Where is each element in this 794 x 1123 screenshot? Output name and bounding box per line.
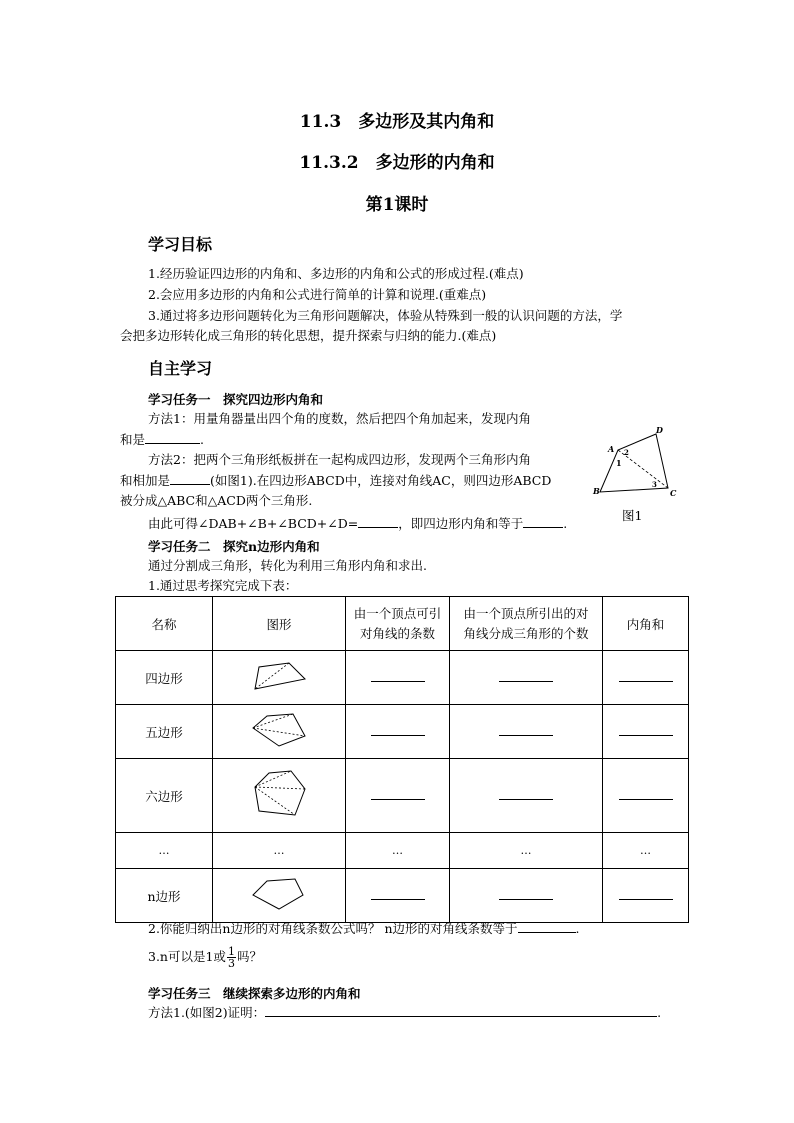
section-title: 11.3 多边形及其内角和 (299, 112, 495, 132)
objective-3: 3.通过将多边形问题转化为三角形问题解决，体验从特殊到一般的认识问题的方法，学 (148, 308, 623, 323)
table-row (116, 705, 689, 759)
row-name: n边形 (116, 869, 213, 923)
ellipsis-cell: … (116, 833, 213, 869)
fraction-one-third: $\frac{1}{3}$ (227, 945, 235, 970)
answer-cell[interactable] (450, 651, 603, 705)
objective-3-cont: 会把多边形转化成三角形的转化思想，提升探索与归纳的能力.(难点) (120, 328, 497, 343)
quadrilateral-figure (213, 651, 346, 705)
table-row (116, 651, 689, 705)
answer-cell[interactable] (603, 869, 689, 923)
label-a: A (608, 444, 615, 454)
answer-cell[interactable] (450, 869, 603, 923)
task3-method1: 方法1.(如图2)证明： . (148, 1005, 662, 1020)
task1-method2: 方法2：把两个三角形纸板拼在一起构成四边形，发现两个三角形内角 (148, 452, 531, 467)
answer-cell[interactable] (450, 759, 603, 833)
blank-answer[interactable] (358, 515, 398, 528)
subsection-title: 11.3.2 多边形的内角和 (299, 153, 495, 173)
objective-1: 1.经历验证四边形的内角和、多边形的内角和公式的形成过程.(难点) (148, 266, 524, 281)
blank-answer[interactable] (518, 920, 576, 933)
ellipsis-cell: … (450, 833, 603, 869)
answer-cell[interactable] (603, 759, 689, 833)
label-c: C (670, 488, 677, 498)
answer-cell[interactable] (346, 759, 450, 833)
table-row (116, 869, 689, 923)
header-angle-sum: 内角和 (603, 597, 689, 651)
label-d: D (656, 425, 663, 435)
task3-title: 学习任务三 继续探索多边形的内角和 (148, 986, 361, 1001)
blank-answer[interactable] (265, 1004, 657, 1017)
row-name: 四边形 (116, 651, 213, 705)
polygon-table (115, 596, 689, 923)
ellipsis-cell: … (346, 833, 450, 869)
table-header-row (116, 597, 689, 651)
objective-2: 2.会应用多边形的内角和公式进行简单的计算和说理.(重难点) (148, 287, 487, 302)
task2-q3: 3.n可以是1或 $\frac{1}{3}$ 吗？ (148, 945, 262, 970)
figure-1-quadrilateral (590, 424, 690, 504)
table-row (116, 759, 689, 833)
angle-2: 2 (624, 448, 629, 457)
header-figure: 图形 (213, 597, 346, 651)
answer-cell[interactable] (346, 705, 450, 759)
blank-answer[interactable] (170, 472, 210, 485)
blank-answer[interactable] (145, 431, 200, 444)
header-triangles: 由一个顶点所引出的对 角线分成三角形的个数 (450, 597, 603, 651)
answer-cell[interactable] (346, 869, 450, 923)
header-name: 名称 (116, 597, 213, 651)
ellipsis-cell: … (213, 833, 346, 869)
angle-1: 1 (616, 458, 622, 468)
task1-method1-cont: 和是 . (120, 432, 204, 447)
figure-1-caption: 图1 (622, 508, 643, 523)
task1-title: 学习任务一 探究四边形内角和 (148, 392, 324, 407)
angle-3: 3 (652, 480, 657, 489)
n-gon-figure (213, 869, 346, 923)
blank-answer[interactable] (523, 515, 563, 528)
lesson-title: 第1课时 (365, 195, 429, 215)
task1-method2-cont: 和相加是 (如图1).在四边形ABCD中，连接对角线AC，则四边形ABCD (120, 473, 552, 488)
answer-cell[interactable] (603, 705, 689, 759)
task1-method1: 方法1：用量角器量出四个角的度数，然后把四个角加起来，发现内角 (148, 411, 531, 426)
task2-title: 学习任务二 探究n边形内角和 (148, 539, 320, 554)
answer-cell[interactable] (603, 651, 689, 705)
row-name: 五边形 (116, 705, 213, 759)
table-row (116, 833, 689, 869)
task2-q1: 1.通过思考探究完成下表： (148, 578, 298, 593)
header-diagonals: 由一个顶点可引 对角线的条数 (346, 597, 450, 651)
answer-cell[interactable] (346, 651, 450, 705)
pentagon-figure (213, 705, 346, 759)
objectives-heading: 学习目标 (148, 235, 213, 254)
task2-q2: 2.你能归纳出n边形的对角线条数公式吗？ n边形的对角线条数等于 . (148, 921, 580, 936)
answer-cell[interactable] (450, 705, 603, 759)
ellipsis-cell: … (603, 833, 689, 869)
self-study-heading: 自主学习 (148, 359, 213, 378)
hexagon-figure (213, 759, 346, 833)
task1-conclusion: 由此可得∠DAB+∠B+∠BCD+∠D= ，即四边形内角和等于 . (148, 516, 568, 531)
task1-method2-cont2: 被分成△ABC和△ACD两个三角形. (120, 493, 313, 508)
label-b: B (593, 486, 600, 496)
row-name: 六边形 (116, 759, 213, 833)
task2-intro: 通过分割成三角形，转化为利用三角形内角和求出. (148, 558, 427, 573)
